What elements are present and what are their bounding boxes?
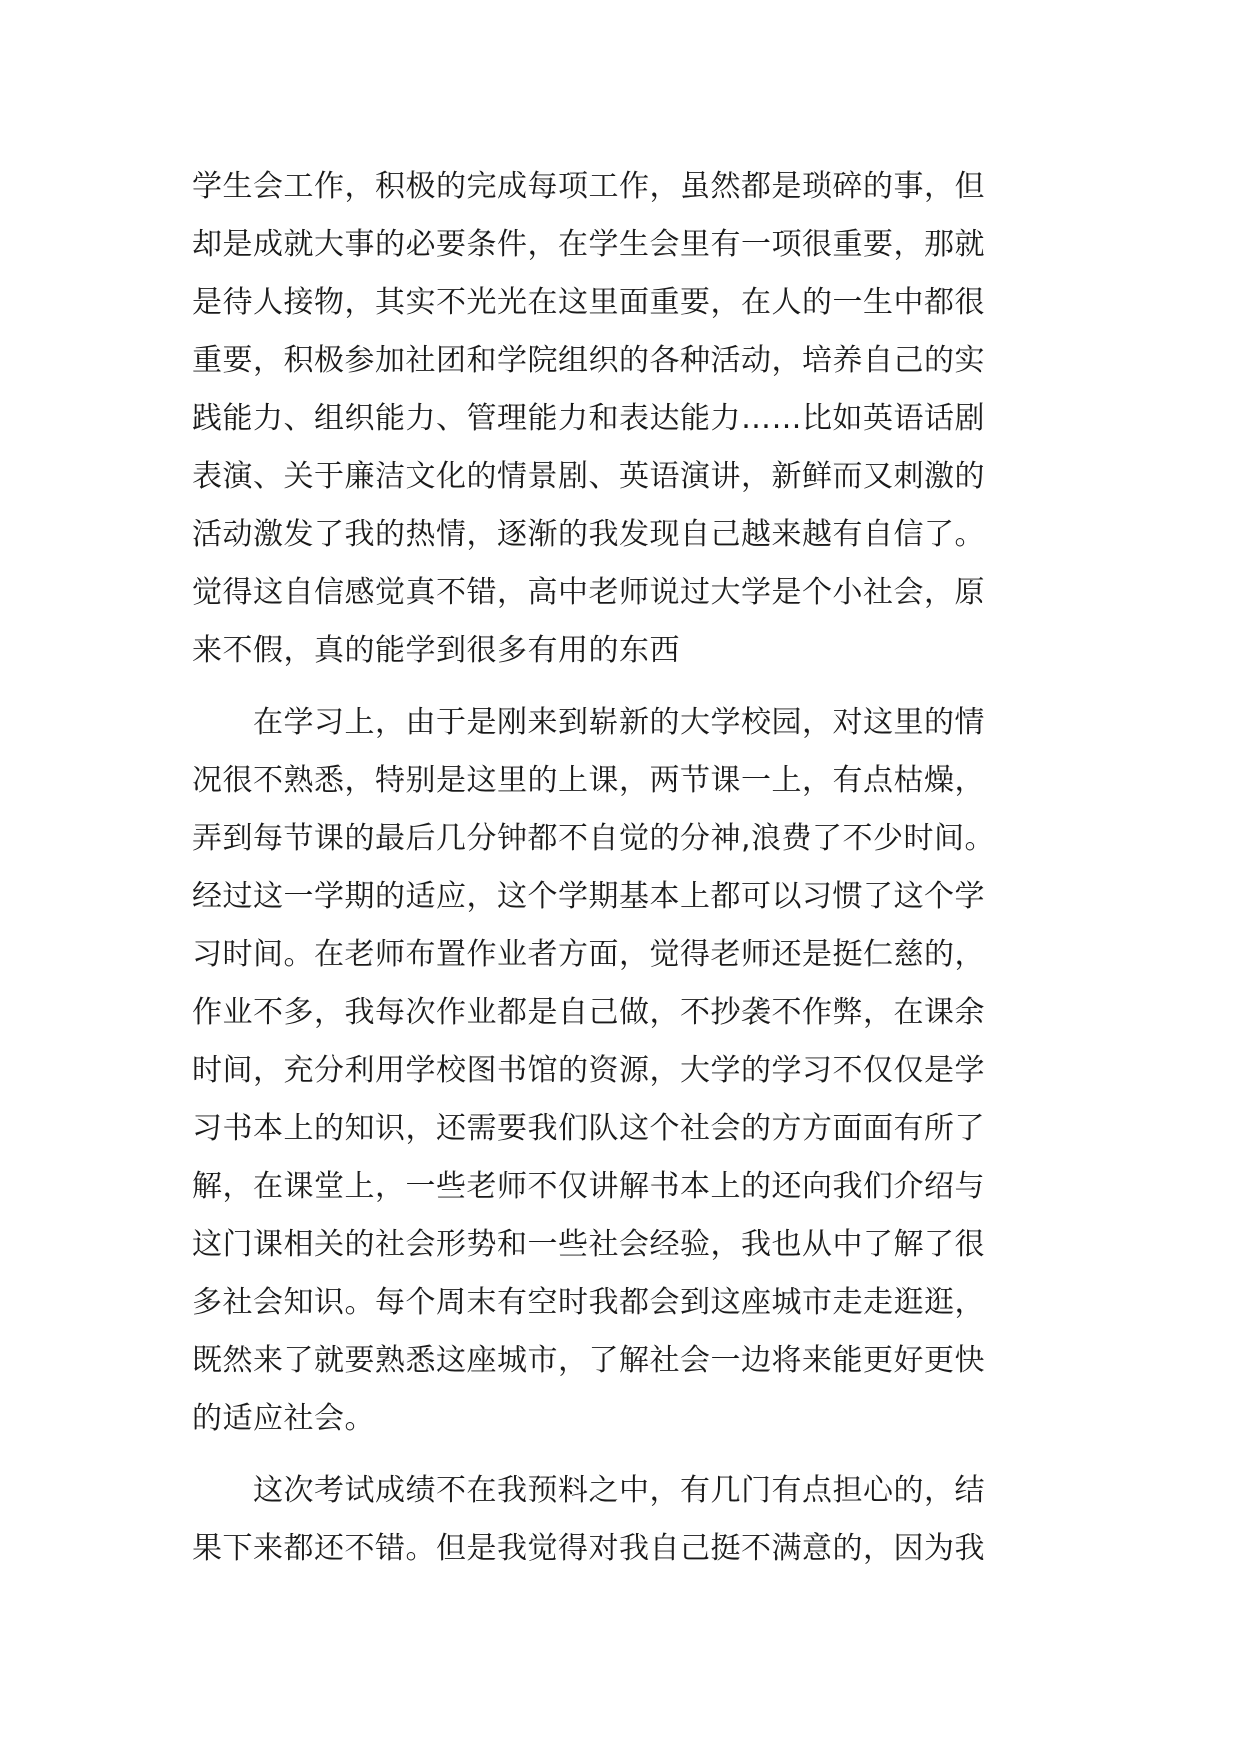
text-line: 践能力、组织能力、管理能力和表达能力……比如英语话剧: [192, 401, 985, 436]
paragraph-gap: [192, 680, 1050, 694]
text-line: 解，在课堂上，一些老师不仅讲解书本上的还向我们介绍与: [192, 1169, 985, 1204]
text-line: 来不假，真的能学到很多有用的东西: [192, 633, 680, 668]
paragraph-3: [192, 1462, 1050, 1578]
text-line: 多社会知识。每个周末有空时我都会到这座城市走走逛逛，: [192, 1285, 985, 1320]
text-line: 时间，充分利用学校图书馆的资源，大学的学习不仅仅是学: [192, 1053, 985, 1088]
text-line: 这门课相关的社会形势和一些社会经验，我也从中了解了很: [192, 1227, 985, 1262]
text-line: 在学习上，由于是刚来到崭新的大学校园，对这里的情: [192, 705, 985, 740]
text-line: 果下来都还不错。但是我觉得对我自己挺不满意的，因为我: [192, 1531, 985, 1566]
text-line: 习时间。在老师布置作业者方面，觉得老师还是挺仁慈的，: [192, 937, 985, 972]
text-line: 表演、关于廉洁文化的情景剧、英语演讲，新鲜而又刺激的: [192, 459, 985, 494]
text-line: 觉得这自信感觉真不错，高中老师说过大学是个小社会，原: [192, 575, 985, 610]
text-line: 既然来了就要熟悉这座城市，了解社会一边将来能更好更快: [192, 1343, 985, 1378]
text-line: 习书本上的知识，还需要我们队这个社会的方方面面有所了: [192, 1111, 985, 1146]
paragraph-1: [192, 158, 1050, 680]
text-line: 学生会工作，积极的完成每项工作，虽然都是琐碎的事，但: [192, 169, 985, 204]
text-line: 作业不多，我每次作业都是自己做，不抄袭不作弊，在课余: [192, 995, 985, 1030]
text-line: 却是成就大事的必要条件，在学生会里有一项很重要，那就: [192, 227, 985, 262]
text-line: 的适应社会。: [192, 1401, 375, 1436]
text-line: 活动激发了我的热情，逐渐的我发现自己越来越有自信了。: [192, 517, 985, 552]
text-line: 这次考试成绩不在我预料之中，有几门有点担心的，结: [192, 1473, 985, 1508]
text-line: 经过这一学期的适应，这个学期基本上都可以习惯了这个学: [192, 879, 985, 914]
text-line: 重要，积极参加社团和学院组织的各种活动，培养自己的实: [192, 343, 985, 378]
paragraph-2: [192, 694, 1050, 1448]
paragraph-gap: [192, 1448, 1050, 1462]
text-line: 况很不熟悉，特别是这里的上课，两节课一上，有点枯燥，: [192, 763, 985, 798]
text-line: 弄到每节课的最后几分钟都不自觉的分神,浪费了不少时间。: [192, 821, 996, 856]
text-line: 是待人接物，其实不光光在这里面重要，在人的一生中都很: [192, 285, 985, 320]
body-text: [192, 158, 1050, 1578]
